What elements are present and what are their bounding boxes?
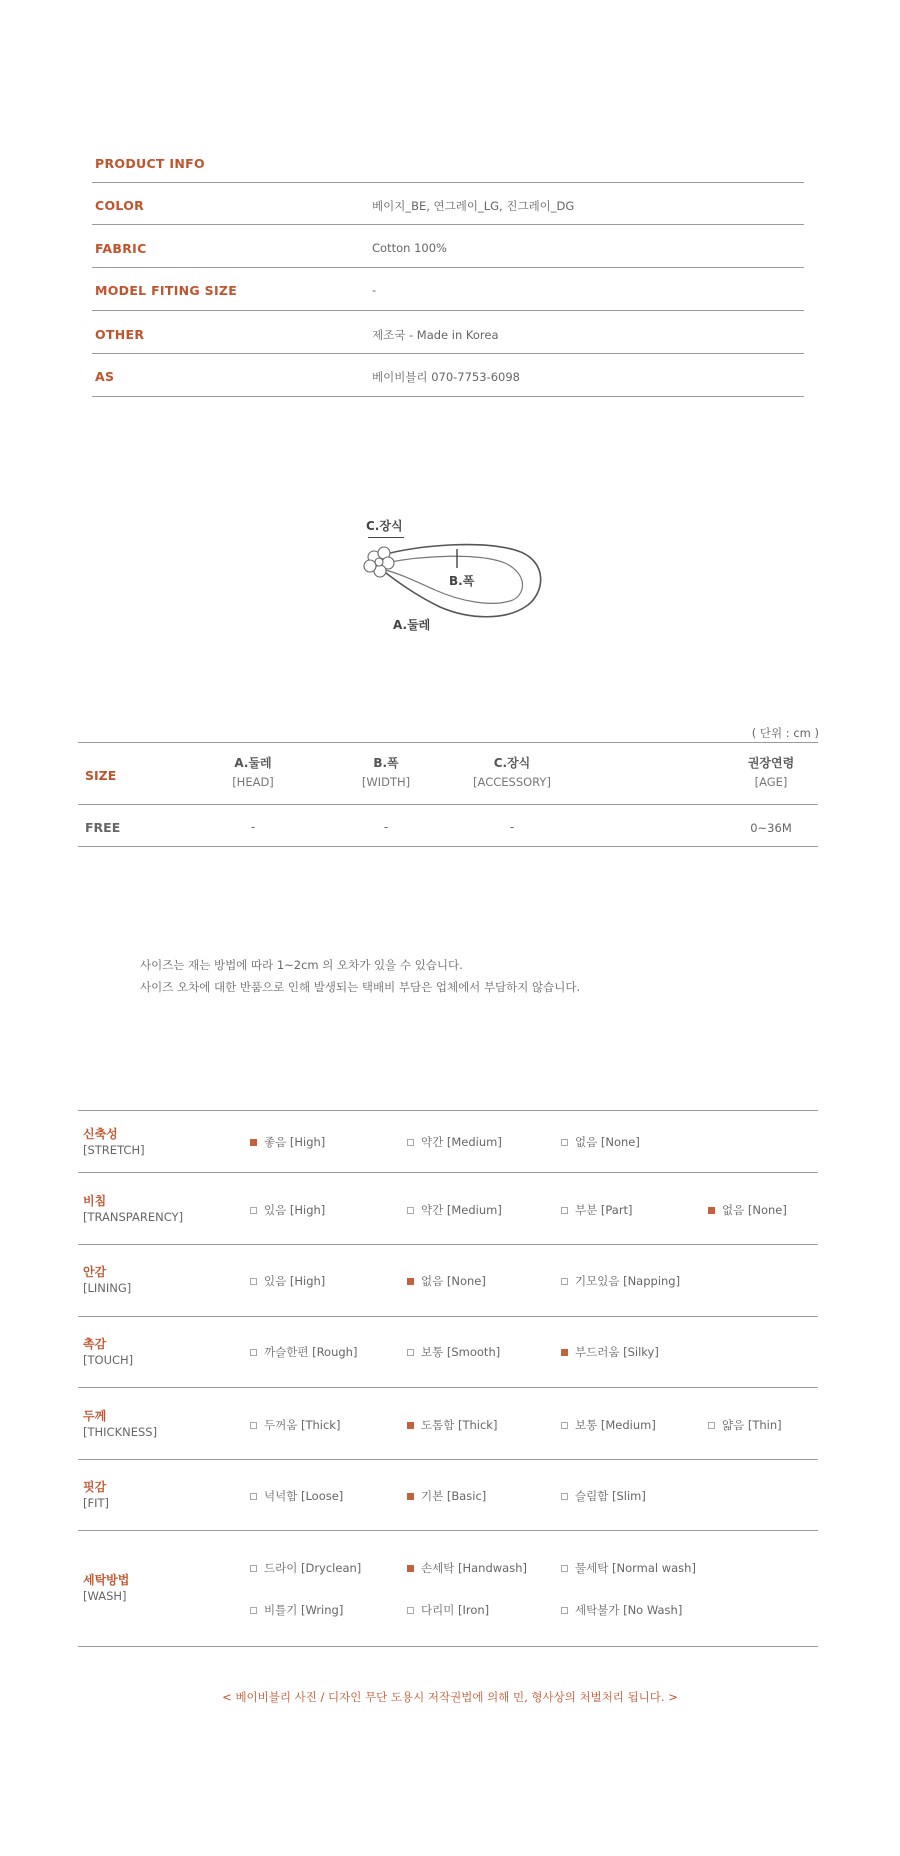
checkbox-checked[interactable]: [407, 1278, 414, 1285]
option-touch-smooth[interactable]: 보통 [Smooth]: [407, 1344, 500, 1360]
checkbox-empty[interactable]: [250, 1422, 257, 1429]
size-cell-age: 0~36M: [750, 821, 792, 835]
option-fit-basic[interactable]: 기본 [Basic]: [407, 1488, 486, 1504]
diagram-label-head: A.둘레: [393, 618, 431, 632]
size-cell-accessory: -: [509, 820, 515, 834]
size-cell-head: -: [250, 820, 256, 834]
option-touch-silky[interactable]: 부드러움 [Silky]: [561, 1344, 659, 1360]
diagram-label-width: B.폭: [449, 574, 475, 588]
info-label: OTHER: [95, 327, 145, 342]
checkbox-empty[interactable]: [708, 1422, 715, 1429]
checkbox-empty[interactable]: [250, 1349, 257, 1356]
checkbox-empty[interactable]: [250, 1565, 257, 1572]
property-line: [78, 1172, 818, 1173]
size-header-label: SIZE: [85, 768, 117, 783]
info-label: AS: [95, 369, 115, 384]
note-line: 사이즈 오차에 대한 반품으로 인해 발생되는 택배비 부담은 업체에서 부담하지 않습니다.: [140, 980, 581, 994]
property-line: [78, 1244, 818, 1245]
info-value: 베이지_BE, 연그레이_LG, 진그레이_DG: [372, 199, 575, 213]
property-line: [78, 1459, 818, 1460]
property-line: [78, 1530, 818, 1531]
size-header-width: B.폭 [WIDTH]: [361, 756, 411, 789]
checkbox-empty[interactable]: [561, 1493, 568, 1500]
property-line: [78, 1646, 818, 1647]
property-label-lining: 안감 [LINING]: [83, 1265, 132, 1295]
option-fit-slim[interactable]: 슬림함 [Slim]: [561, 1488, 646, 1504]
size-table-mid-line: [78, 804, 818, 805]
property-label-thickness: 두께 [THICKNESS]: [83, 1409, 158, 1439]
checkbox-empty[interactable]: [561, 1207, 568, 1214]
checkbox-checked[interactable]: [407, 1565, 414, 1572]
property-line: [78, 1110, 818, 1111]
diagram-label-accessory: C.장식: [366, 519, 403, 533]
checkbox-checked[interactable]: [407, 1493, 414, 1500]
property-label-touch: 촉감 [TOUCH]: [83, 1337, 134, 1367]
property-label-transparency: 비침 [TRANSPARENCY]: [83, 1194, 184, 1224]
checkbox-empty[interactable]: [561, 1139, 568, 1146]
option-thickness-medium-thick[interactable]: 도톰함 [Thick]: [407, 1417, 497, 1433]
property-label-fit: 핏감 [FIT]: [83, 1480, 110, 1510]
info-row-other: [92, 311, 804, 354]
size-table-top-line: [78, 742, 818, 743]
checkbox-empty[interactable]: [561, 1422, 568, 1429]
note-line: 사이즈는 재는 방법에 따라 1~2cm 의 오차가 있을 수 있습니다.: [140, 958, 463, 972]
info-row-as: [92, 354, 804, 397]
checkbox-empty[interactable]: [561, 1607, 568, 1614]
size-header-age: 권장연령 [AGE]: [747, 756, 795, 789]
product-info-title: PRODUCT INFO: [95, 156, 205, 171]
property-line: [78, 1316, 818, 1317]
info-value: -: [372, 283, 377, 297]
checkbox-empty[interactable]: [250, 1278, 257, 1285]
option-stretch-medium[interactable]: 약간 [Medium]: [407, 1134, 502, 1150]
checkbox-checked[interactable]: [561, 1349, 568, 1356]
option-wash-iron[interactable]: 다리미 [Iron]: [407, 1602, 489, 1618]
checkbox-empty[interactable]: [561, 1278, 568, 1285]
option-wash-dryclean[interactable]: 드라이 [Dryclean]: [250, 1560, 361, 1576]
option-lining-high[interactable]: 있음 [High]: [250, 1273, 325, 1289]
size-header-head: A.둘레 [HEAD]: [232, 756, 274, 789]
info-value: 제조국 - Made in Korea: [372, 328, 499, 342]
property-label-stretch: 신축성 [STRETCH]: [83, 1127, 145, 1157]
size-table-bottom-line: [78, 846, 818, 847]
size-row-label: FREE: [85, 820, 121, 835]
info-row-color: [92, 183, 804, 225]
option-transparency-high[interactable]: 있음 [High]: [250, 1202, 325, 1218]
option-thickness-thin[interactable]: 얇음 [Thin]: [708, 1417, 782, 1433]
option-transparency-part[interactable]: 부분 [Part]: [561, 1202, 633, 1218]
option-wash-wring[interactable]: 비틀기 [Wring]: [250, 1602, 343, 1618]
option-touch-rough[interactable]: 까슬한편 [Rough]: [250, 1344, 357, 1360]
headband-illustration: [360, 535, 550, 625]
option-thickness-medium[interactable]: 보통 [Medium]: [561, 1417, 656, 1433]
info-row-fabric: [92, 225, 804, 268]
option-lining-napping[interactable]: 기모있음 [Napping]: [561, 1273, 680, 1289]
checkbox-empty[interactable]: [407, 1207, 414, 1214]
option-wash-no-wash[interactable]: 세탁불가 [No Wash]: [561, 1602, 682, 1618]
option-fit-loose[interactable]: 넉넉함 [Loose]: [250, 1488, 343, 1504]
checkbox-empty[interactable]: [407, 1349, 414, 1356]
checkbox-empty[interactable]: [250, 1207, 257, 1214]
property-line: [78, 1387, 818, 1388]
property-label-wash: 세탁방법 [WASH]: [83, 1573, 130, 1603]
option-lining-none[interactable]: 없음 [None]: [407, 1273, 486, 1289]
checkbox-empty[interactable]: [407, 1139, 414, 1146]
checkbox-empty[interactable]: [407, 1607, 414, 1614]
copyright-notice: < 베이비블리 사진 / 디자인 무단 도용시 저작권법에 의해 민, 형사상의 처벌처리 됩니다. >: [222, 1690, 678, 1704]
option-thickness-thick[interactable]: 두꺼움 [Thick]: [250, 1417, 340, 1433]
size-unit: ( 단위 : cm ): [751, 726, 819, 740]
checkbox-empty[interactable]: [561, 1565, 568, 1572]
info-value: Cotton 100%: [372, 241, 447, 255]
option-transparency-none[interactable]: 없음 [None]: [708, 1202, 787, 1218]
option-stretch-none[interactable]: 없음 [None]: [561, 1134, 640, 1150]
size-header-accessory: C.장식 [ACCESSORY]: [473, 756, 551, 789]
info-label: COLOR: [95, 198, 145, 213]
size-cell-width: -: [383, 820, 389, 834]
info-value: 베이비블리 070-7753-6098: [372, 370, 520, 384]
info-label: FABRIC: [95, 241, 147, 256]
option-transparency-medium[interactable]: 약간 [Medium]: [407, 1202, 502, 1218]
info-row-model-fitting-size: [92, 268, 804, 311]
checkbox-empty[interactable]: [250, 1493, 257, 1500]
checkbox-checked[interactable]: [407, 1422, 414, 1429]
option-wash-normal[interactable]: 물세탁 [Normal wash]: [561, 1560, 696, 1576]
checkbox-checked[interactable]: [708, 1207, 715, 1214]
option-stretch-high[interactable]: 좋음 [High]: [250, 1134, 325, 1150]
info-label: MODEL FITING SIZE: [95, 283, 238, 298]
checkbox-empty[interactable]: [250, 1607, 257, 1614]
checkbox-checked[interactable]: [250, 1139, 257, 1146]
option-wash-handwash[interactable]: 손세탁 [Handwash]: [407, 1560, 527, 1576]
